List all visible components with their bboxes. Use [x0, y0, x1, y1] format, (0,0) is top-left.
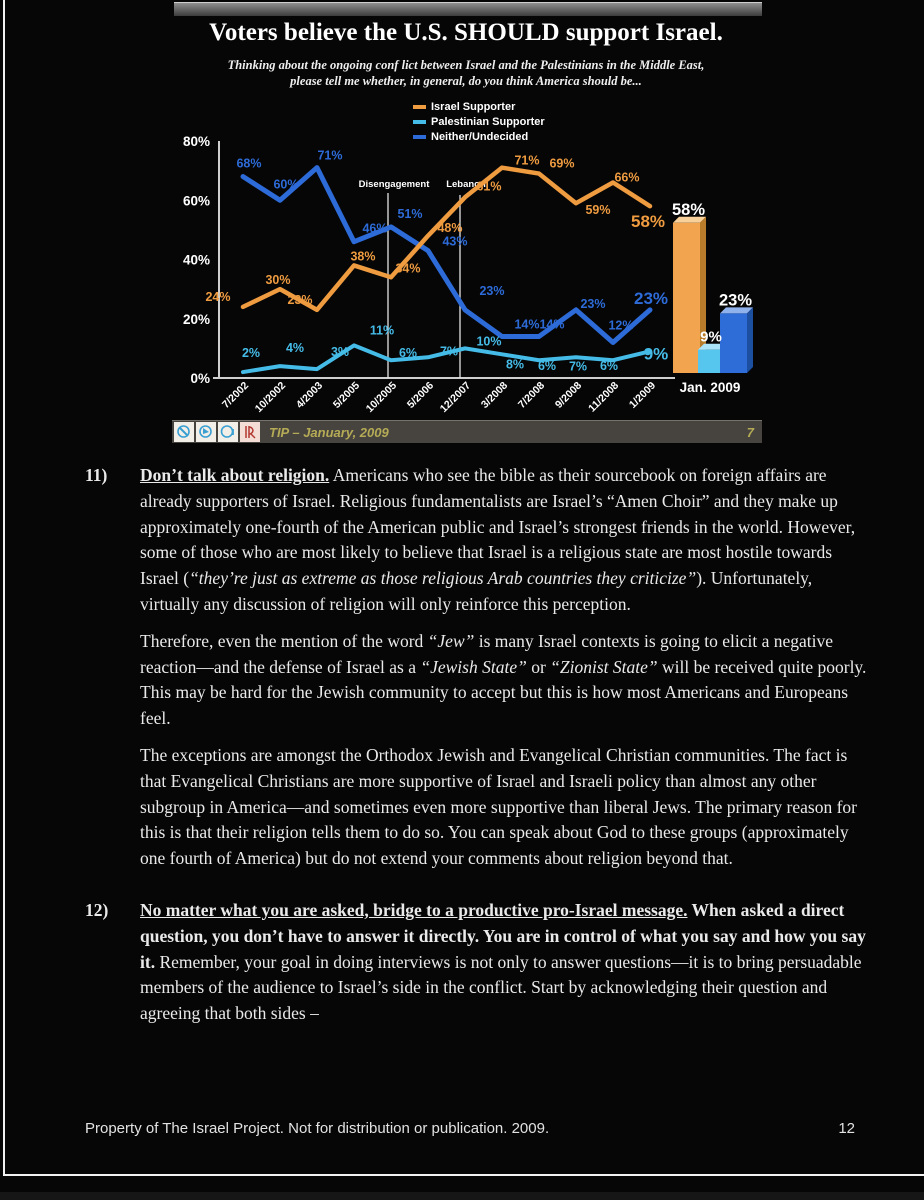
- bar: [673, 223, 700, 373]
- legend-item: [413, 114, 545, 129]
- data-label: 6%: [599, 359, 619, 374]
- logo-icon-red-monogram: [240, 422, 260, 442]
- paragraph: No matter what you are asked, bridge to a productive pro-Israel message. When asked a direct question, you don’t have to answer it directly. You are in control of what you say and how you say it. Remember, your goal in doing interviews is not only to answer questions—it is to bring persuadable members of the audience to Israel’s side in the conflict. Start by acknowledging their question and agreeing that both sides –: [140, 899, 866, 1024]
- data-label: 9%: [643, 344, 669, 364]
- data-label: 60%: [273, 177, 299, 192]
- x-tick-label: 5/2006: [404, 379, 437, 411]
- data-label: 14%: [539, 317, 565, 332]
- data-label: 23%: [633, 288, 669, 308]
- data-label: 6%: [398, 346, 418, 361]
- data-label: 7%: [568, 359, 588, 374]
- page-bottom-border: [3, 1174, 924, 1176]
- data-label: 12%: [608, 318, 634, 333]
- bar: [720, 313, 747, 373]
- logo-icon-circle-flag: [196, 422, 216, 442]
- data-label: 71%: [317, 148, 343, 163]
- data-label: 58%: [630, 212, 666, 232]
- data-label: 23%: [287, 292, 313, 307]
- legend-label: Neither/Undecided: [431, 130, 529, 143]
- data-label: 8%: [505, 357, 525, 372]
- slide-page-number: 7: [746, 424, 754, 440]
- bar-value-label: 9%: [700, 328, 722, 346]
- list-item-11: [85, 463, 871, 872]
- data-label: 48%: [437, 220, 463, 235]
- list-item-text: [140, 463, 870, 872]
- legend-swatch: [413, 105, 426, 109]
- embedded-slide: [170, 0, 762, 448]
- data-label: 46%: [362, 221, 388, 236]
- logo-icon-circle-tick: [218, 422, 238, 442]
- x-tick-label: 12/2007: [437, 379, 474, 415]
- x-tick-label: 3/2008: [478, 379, 511, 411]
- page-footer: [85, 1120, 855, 1137]
- data-label: 14%: [514, 317, 540, 332]
- data-label: 68%: [236, 156, 262, 171]
- data-label: 69%: [549, 156, 575, 171]
- bar-group-label: Jan. 2009: [679, 380, 741, 395]
- slide-subtitle-line-2: please tell me whether, in general, do you think America should be...: [290, 73, 642, 88]
- data-label: 7%: [439, 344, 459, 359]
- page-left-border: [3, 0, 5, 1175]
- x-tick-label: 11/2008: [586, 379, 622, 415]
- footer-property-note: Property of The Israel Project. Not for distribution or publication. 2009.: [85, 1120, 550, 1137]
- paragraph: Therefore, even the mention of the word “Jew” is many Israel contexts is going to elicit a negative reaction—and the defense of Israel as a “Jewish State” or “Zionist State” will be received quite poorly. This may be hard for the Jewish community to accept but this is how most Americans and Europeans feel.: [140, 630, 867, 729]
- bar-value-label: 58%: [671, 200, 706, 219]
- list-item-text: [140, 898, 870, 1027]
- x-tick-label: 5/2005: [330, 379, 363, 411]
- data-label: 38%: [350, 249, 376, 264]
- list-number: 12): [85, 899, 109, 920]
- bar: [698, 350, 720, 373]
- data-label: 11%: [369, 323, 395, 338]
- data-label: 6%: [537, 359, 557, 374]
- data-label: 61%: [476, 179, 502, 194]
- x-tick-label: 7/2002: [219, 379, 252, 411]
- bar-side-face: [747, 307, 753, 373]
- y-tick-label: 80%: [182, 134, 210, 149]
- x-tick-label: 1/2009: [626, 379, 659, 411]
- list-number: 11): [85, 465, 108, 485]
- document-body: [85, 463, 871, 1053]
- data-label: 59%: [585, 203, 611, 218]
- data-label: 4%: [285, 341, 305, 356]
- slide-footer-bar: [172, 420, 762, 443]
- footer-page-number: 12: [838, 1120, 855, 1137]
- data-label: 2%: [241, 346, 261, 361]
- data-label: 3%: [330, 345, 350, 360]
- slide-footer-title: TIP – January, 2009: [269, 424, 389, 440]
- data-label: 34%: [395, 261, 421, 276]
- legend-label: Palestinian Supporter: [431, 115, 545, 128]
- slide-title: Voters believe the U.S. SHOULD support Israel.: [209, 19, 723, 46]
- y-tick-label: 0%: [190, 371, 210, 386]
- data-label: 43%: [442, 234, 468, 249]
- chart-svg: [170, 130, 762, 428]
- data-label: 66%: [614, 170, 640, 185]
- data-label: 30%: [265, 273, 291, 288]
- data-label: 23%: [580, 296, 606, 311]
- x-tick-label: 4/2003: [293, 379, 326, 411]
- slide-subtitle-line-1: Thinking about the ongoing conf lict between Israel and the Palestinians in the Middle East,: [227, 58, 705, 72]
- logo-icon-circle-slash: [174, 422, 194, 442]
- bottom-strip: [0, 1192, 924, 1200]
- data-label: 71%: [514, 153, 540, 168]
- y-tick-label: 60%: [182, 193, 210, 209]
- slide-subtitle: [170, 58, 762, 89]
- y-tick-label: 40%: [182, 252, 210, 268]
- paragraph: The exceptions are amongst the Orthodox Jewish and Evangelical Christian communities. The fact is that Evangelical Christians are more supportive of Israel and Israeli policy than almost any other subgroup in America—and sometimes even more supportive than liberal Jews. The primary reason for this is that their religion tells them to do so. You can speak about God to these groups (approximately one fourth of America) but do not extend your comments about religion beyond that.: [140, 744, 857, 869]
- data-label: 10%: [476, 334, 502, 349]
- y-tick-label: 20%: [182, 311, 210, 327]
- x-tick-label: 7/2008: [515, 379, 548, 411]
- list-item-12: [85, 898, 871, 1027]
- data-label: 51%: [397, 206, 423, 221]
- legend-label: Israel Supporter: [431, 100, 516, 113]
- legend-item: [413, 99, 545, 114]
- bar-value-label: 23%: [718, 291, 753, 310]
- x-tick-label: 10/2002: [252, 379, 289, 415]
- data-label: 23%: [479, 283, 505, 298]
- x-tick-label: 10/2005: [363, 379, 400, 415]
- annotation-label: Lebanon: [446, 179, 486, 190]
- data-label: 24%: [205, 289, 231, 304]
- paragraph: Don’t talk about religion. Americans who see the bible as their sourcebook on foreign affairs are already supporters of Israel. Religious fundamentalists are Israel’s “Amen Choir” and they make up approximately one-fourth of the American public and Israel’s strongest friends in the world. However, some of those who are most likely to believe that Israel is a religious state are most hostile towards Israel (“they’re just as extreme as those religious Arab countries they criticize”). Unfortunately, virtually any discussion of religion will only reinforce this perception.: [140, 465, 856, 614]
- annotation-label: Disengagement: [358, 179, 430, 190]
- x-tick-label: 9/2008: [552, 379, 585, 411]
- legend-swatch: [413, 120, 426, 124]
